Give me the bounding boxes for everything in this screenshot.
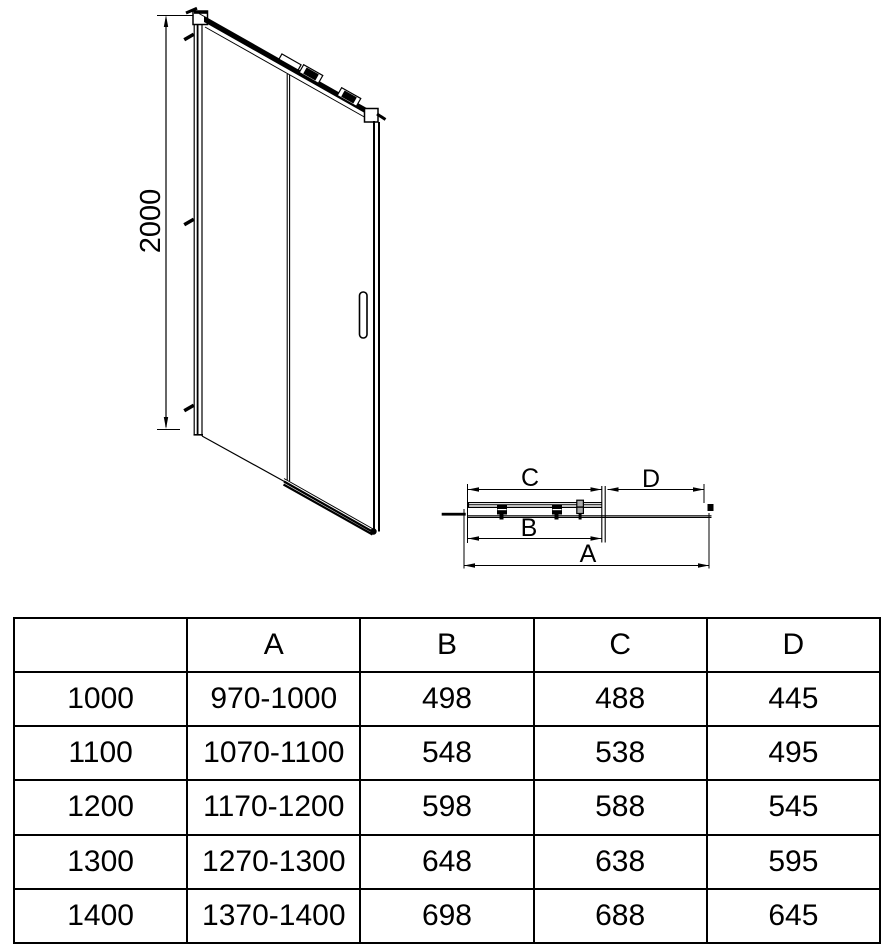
dimension-a — [464, 540, 709, 568]
cell-a: 1270-1300 — [187, 835, 360, 889]
plan-stopper-block — [577, 500, 584, 519]
dimension-a-label: A — [579, 540, 597, 568]
header-a: A — [187, 618, 360, 672]
cell-b: 648 — [360, 835, 533, 889]
cell-b: 498 — [360, 672, 533, 726]
cell-d: 545 — [707, 780, 880, 834]
header-size — [14, 618, 187, 672]
cell-size: 1000 — [14, 672, 187, 726]
cell-size: 1400 — [14, 889, 187, 943]
table-row — [14, 726, 880, 780]
top-rail — [199, 14, 379, 124]
table-header-row — [14, 618, 880, 672]
cell-b: 548 — [360, 726, 533, 780]
cell-size: 1100 — [14, 726, 187, 780]
door-handle — [360, 292, 368, 338]
header-b: B — [360, 618, 533, 672]
cell-a: 970-1000 — [187, 672, 360, 726]
cell-d: 495 — [707, 726, 880, 780]
front-view — [135, 8, 386, 535]
cell-c: 488 — [534, 672, 707, 726]
wall-profile — [183, 24, 203, 435]
wall-bracket-middle — [183, 218, 194, 227]
cell-c: 638 — [534, 835, 707, 889]
top-right-end-block — [365, 109, 386, 123]
header-c: C — [534, 618, 707, 672]
cell-a: 1170-1200 — [187, 780, 360, 834]
cell-size: 1200 — [14, 780, 187, 834]
table-row — [14, 835, 880, 889]
right-stile — [374, 121, 379, 532]
cell-c: 688 — [534, 889, 707, 943]
cell-a: 1070-1100 — [187, 726, 360, 780]
plan-fixed-glass — [467, 516, 712, 518]
height-dimension-label: 2000 — [135, 188, 167, 254]
cell-c: 538 — [534, 726, 707, 780]
dimension-d-label: D — [641, 465, 661, 493]
table-row — [14, 889, 880, 943]
dimension-d — [608, 465, 705, 493]
header-d: D — [707, 618, 880, 672]
table-row — [14, 780, 880, 834]
cell-size: 1300 — [14, 835, 187, 889]
height-dimension — [135, 15, 193, 430]
dimension-c — [468, 464, 602, 492]
size-table-container — [13, 617, 881, 944]
cell-a: 1370-1400 — [187, 889, 360, 943]
cell-c: 588 — [534, 780, 707, 834]
dimension-c-label: C — [520, 464, 540, 492]
plan-wall-right-block — [708, 504, 714, 511]
table-row — [14, 672, 880, 726]
wall-bracket-bottom — [183, 404, 194, 413]
cell-d: 595 — [707, 835, 880, 889]
plan-view — [442, 464, 714, 569]
plan-wall-left — [442, 513, 466, 516]
cell-d: 645 — [707, 889, 880, 943]
dimension-b-label: B — [520, 514, 538, 542]
sliding-panel-edge — [287, 74, 289, 481]
size-table — [13, 617, 881, 944]
wall-bracket-top — [183, 33, 194, 42]
cell-b: 598 — [360, 780, 533, 834]
cell-d: 445 — [707, 672, 880, 726]
cell-b: 698 — [360, 889, 533, 943]
